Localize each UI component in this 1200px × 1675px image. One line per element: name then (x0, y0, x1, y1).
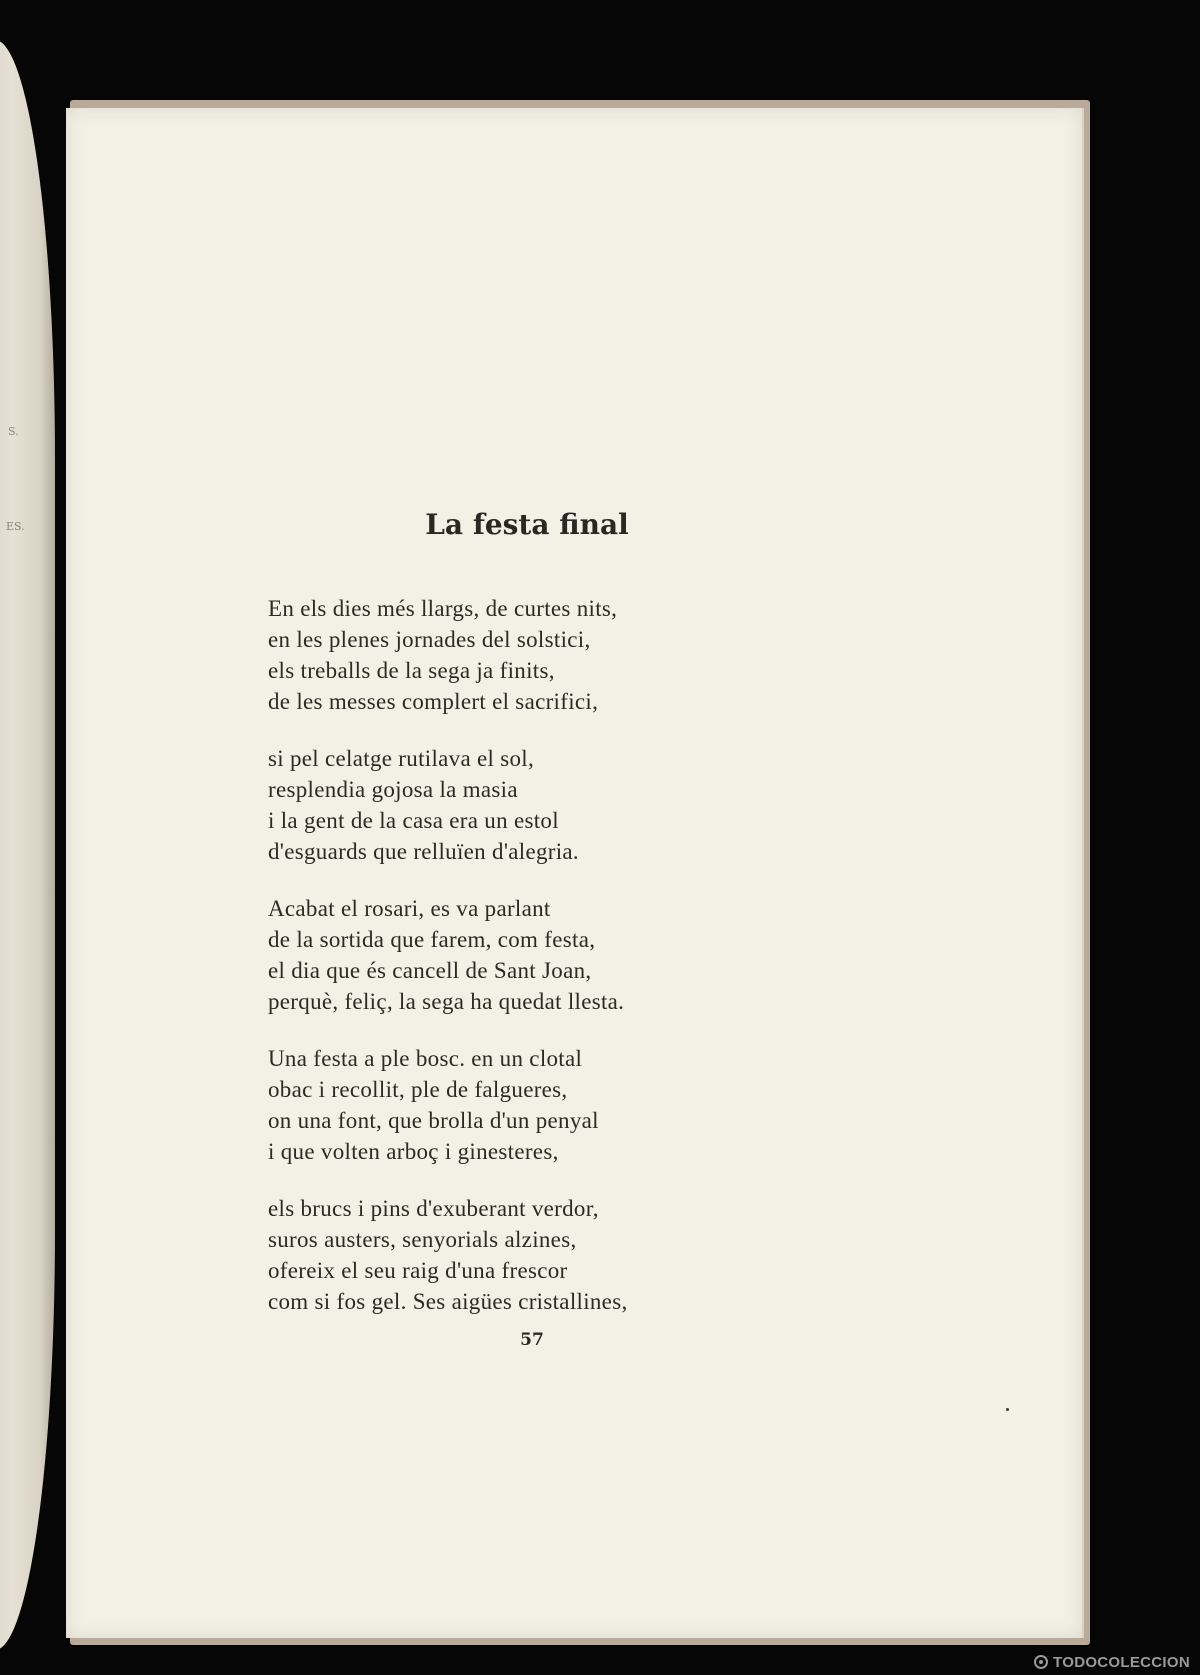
poem-line: si pel celatge rutilava el sol, (268, 746, 535, 771)
poem-stanza (268, 1043, 788, 1167)
poem-stanza (268, 743, 788, 867)
todocoleccion-logo-icon (1034, 1655, 1048, 1669)
poem-line: suros austers, senyorials alzines, (268, 1227, 577, 1252)
poem-line: el dia que és cancell de Sant Joan, (268, 958, 592, 983)
poem-line: on una font, que brolla d'un penyal (268, 1108, 599, 1133)
paper-speck (1006, 1408, 1009, 1411)
poem-line: Una festa a ple bosc. en un clotal (268, 1046, 583, 1071)
page-number: 57 (520, 1330, 544, 1350)
left-page-mark: ES. (6, 520, 25, 533)
poem-stanza (268, 593, 788, 717)
poem-line: i que volten arboç i ginesteres, (268, 1139, 559, 1164)
poem-line: d'esguards que relluïen d'alegria. (268, 839, 579, 864)
poem-line: ofereix el seu raig d'una frescor (268, 1258, 568, 1283)
poem-line: Acabat el rosari, es va parlant (268, 896, 551, 921)
poem-line: els treballs de la sega ja finits, (268, 658, 555, 683)
poem-body (268, 593, 788, 1343)
poem-line: En els dies més llargs, de curtes nits, (268, 596, 618, 621)
watermark (1034, 1654, 1190, 1671)
poem-line: perquè, feliç, la sega ha quedat llesta. (268, 989, 625, 1014)
poem-line: els brucs i pins d'exuberant verdor, (268, 1196, 599, 1221)
book-page (66, 108, 1084, 1638)
poem-line: en les plenes jornades del solstici, (268, 627, 591, 652)
poem-line: de les messes complert el sacrifici, (268, 689, 599, 714)
poem-stanza (268, 1193, 788, 1317)
poem-line: i la gent de la casa era un estol (268, 808, 559, 833)
poem-line: resplendia gojosa la masia (268, 777, 518, 802)
poem-title: La festa final (425, 508, 629, 541)
poem-line: obac i recollit, ple de falgueres, (268, 1077, 568, 1102)
poem-line: de la sortida que farem, com festa, (268, 927, 596, 952)
left-page-mark: S. (8, 425, 19, 438)
poem-stanza (268, 893, 788, 1017)
watermark-text: TODOCOLECCION (1053, 1654, 1190, 1671)
poem-line: com si fos gel. Ses aigües cristallines, (268, 1289, 628, 1314)
